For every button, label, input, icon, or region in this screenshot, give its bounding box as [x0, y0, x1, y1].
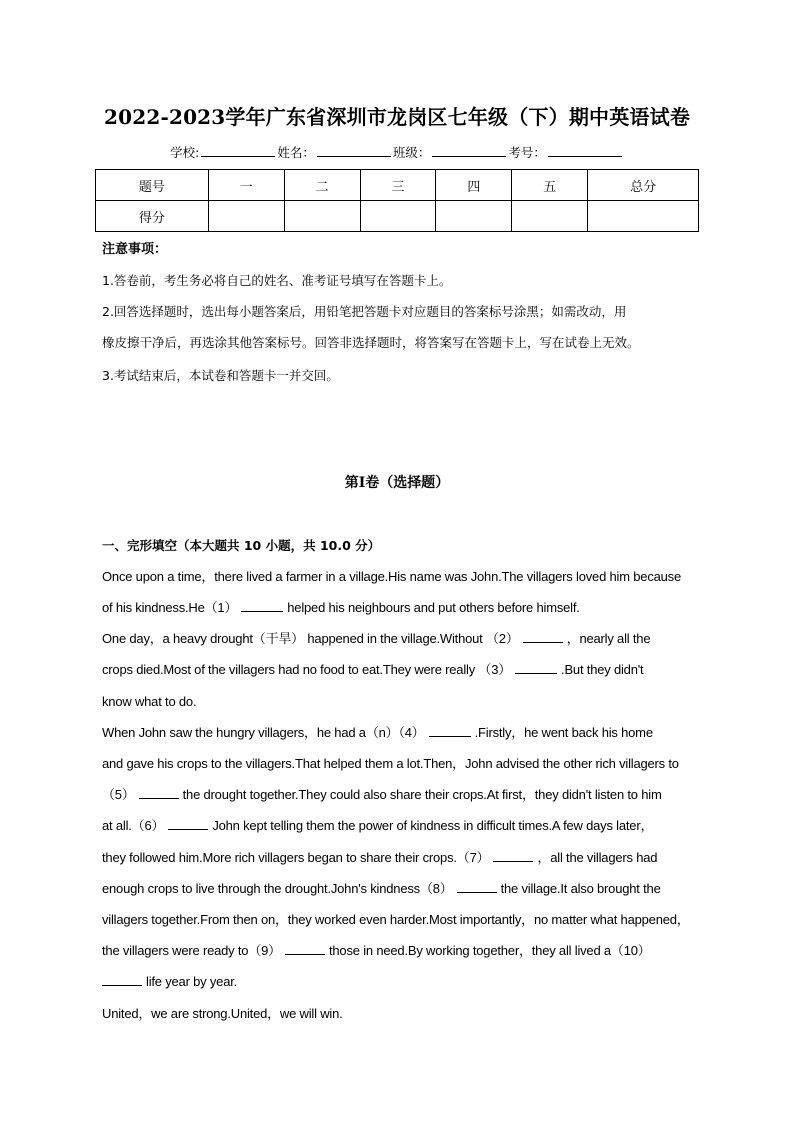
score-cell[interactable]	[360, 201, 436, 232]
passage-line: villagers together.From then on，they worked even harder.Most importantly，no matter what happened，	[102, 912, 690, 927]
note-1: 1.答卷前，考生务必将自己的姓名、准考证号填写在答题卡上。	[102, 273, 452, 288]
passage-line	[102, 816, 653, 836]
section-5-header: 五	[512, 170, 588, 201]
name-blank[interactable]	[317, 143, 391, 157]
answer-blank-5[interactable]	[139, 786, 179, 799]
passage-text: John kept telling them the power of kindness in difficult times.A few days later，	[212, 818, 654, 833]
answer-blank-6[interactable]	[168, 817, 208, 830]
section-4-header: 四	[436, 170, 512, 201]
passage-line	[102, 848, 657, 868]
score-cell[interactable]	[512, 201, 588, 232]
passage-line: United，we are strong.United，we will win.	[102, 1006, 343, 1021]
passage-line: and gave his crops to the villagers.That helped them a lot.Then，John advised the other rich villagers to	[102, 756, 679, 771]
passage-text: helped his neighbours and put others before himself.	[287, 600, 580, 615]
note-2b: 橡皮擦干净后，再选涂其他答案标号。回答非选择题时，将答案写在答题卡上，写在试卷上无效。	[102, 335, 640, 350]
passage-text: .Firstly，he went back his home	[474, 725, 653, 740]
note-2a: 2.回答选择题时，选出每小题答案后，用铅笔把答题卡对应题目的答案标号涂黑；如需改动，用	[102, 304, 627, 319]
passage-text: the drought together.They could also share their crops.At first，they didn't listen to him	[182, 787, 662, 802]
passage-text: those in need.By working together，they all lived a（10）	[328, 943, 651, 958]
passage-text: the village.It also brought the	[500, 881, 661, 896]
exam-title: 2022-2023学年广东省深圳市龙岗区七年级（下）期中英语试卷	[103, 105, 691, 129]
exam-no-blank[interactable]	[548, 143, 622, 157]
passage-text: When John saw the hungry villagers，he had a（n）（4）	[102, 725, 425, 740]
answer-blank-9[interactable]	[285, 942, 325, 955]
exam-no-label: 考号：	[508, 145, 546, 160]
passage-text: crops died.Most of the villagers had no food to eat.They were really （3）	[102, 662, 512, 677]
passage-line	[102, 660, 643, 680]
answer-blank-10[interactable]	[102, 973, 142, 986]
class-blank[interactable]	[432, 143, 506, 157]
score-cell[interactable]	[588, 201, 699, 232]
score-row-label: 得分	[96, 201, 209, 232]
passage-text: （5）	[102, 787, 135, 802]
passage-line	[102, 941, 651, 961]
passage-text: One day，a heavy drought（干旱） happened in the village.Without （2）	[102, 631, 519, 646]
score-cell[interactable]	[436, 201, 512, 232]
school-blank[interactable]	[201, 143, 275, 157]
passage-line	[102, 879, 661, 899]
student-info-line	[0, 143, 794, 163]
answer-blank-3[interactable]	[515, 661, 557, 674]
passage-text: .But they didn't	[561, 662, 644, 677]
passage-line	[102, 629, 650, 649]
score-table	[95, 169, 699, 232]
score-cell[interactable]	[208, 201, 284, 232]
total-header: 总分	[588, 170, 699, 201]
answer-blank-8[interactable]	[457, 880, 497, 893]
passage-text: the villagers were ready to（9）	[102, 943, 281, 958]
passage-line	[102, 598, 580, 618]
passage-line: know what to do.	[102, 694, 197, 709]
passage-line	[102, 723, 653, 743]
passage-text: of his kindness.He（1）	[102, 600, 238, 615]
question-number-header: 题号	[96, 170, 209, 201]
answer-blank-4[interactable]	[429, 724, 471, 737]
score-table-score-row	[96, 201, 699, 232]
score-table-header-row	[96, 170, 699, 201]
section-2-header: 二	[284, 170, 360, 201]
passage-text: ，all the villagers had	[537, 850, 658, 865]
passage-text: life year by year.	[146, 974, 238, 989]
name-label: 姓名：	[277, 145, 315, 160]
passage-text: they followed him.More rich villagers began to share their crops.（7）	[102, 850, 490, 865]
section-title: 第Ⅰ卷（选择题）	[344, 475, 450, 491]
passage-text: enough crops to live through the drought.John's kindness（8）	[102, 881, 453, 896]
passage-text: ，nearly all the	[566, 631, 651, 646]
passage-text: at all.（6）	[102, 818, 165, 833]
class-label: 班级：	[392, 145, 431, 160]
notes-heading: 注意事项：	[102, 242, 168, 257]
answer-blank-7[interactable]	[493, 849, 533, 862]
part1-heading: 一、完形填空（本大题共 10 小题，共 10.0 分）	[102, 538, 381, 553]
section-1-header: 一	[208, 170, 284, 201]
answer-blank-1[interactable]	[241, 599, 283, 612]
section-3-header: 三	[360, 170, 436, 201]
passage-line: Once upon a time，there lived a farmer in a village.His name was John.The villagers loved him because	[102, 569, 682, 584]
answer-blank-2[interactable]	[523, 630, 563, 643]
score-cell[interactable]	[284, 201, 360, 232]
school-label: 学校:	[170, 145, 200, 160]
note-3: 3.考试结束后，本试卷和答题卡一并交回。	[102, 368, 339, 383]
passage-line	[102, 972, 237, 992]
passage-line	[102, 785, 662, 805]
